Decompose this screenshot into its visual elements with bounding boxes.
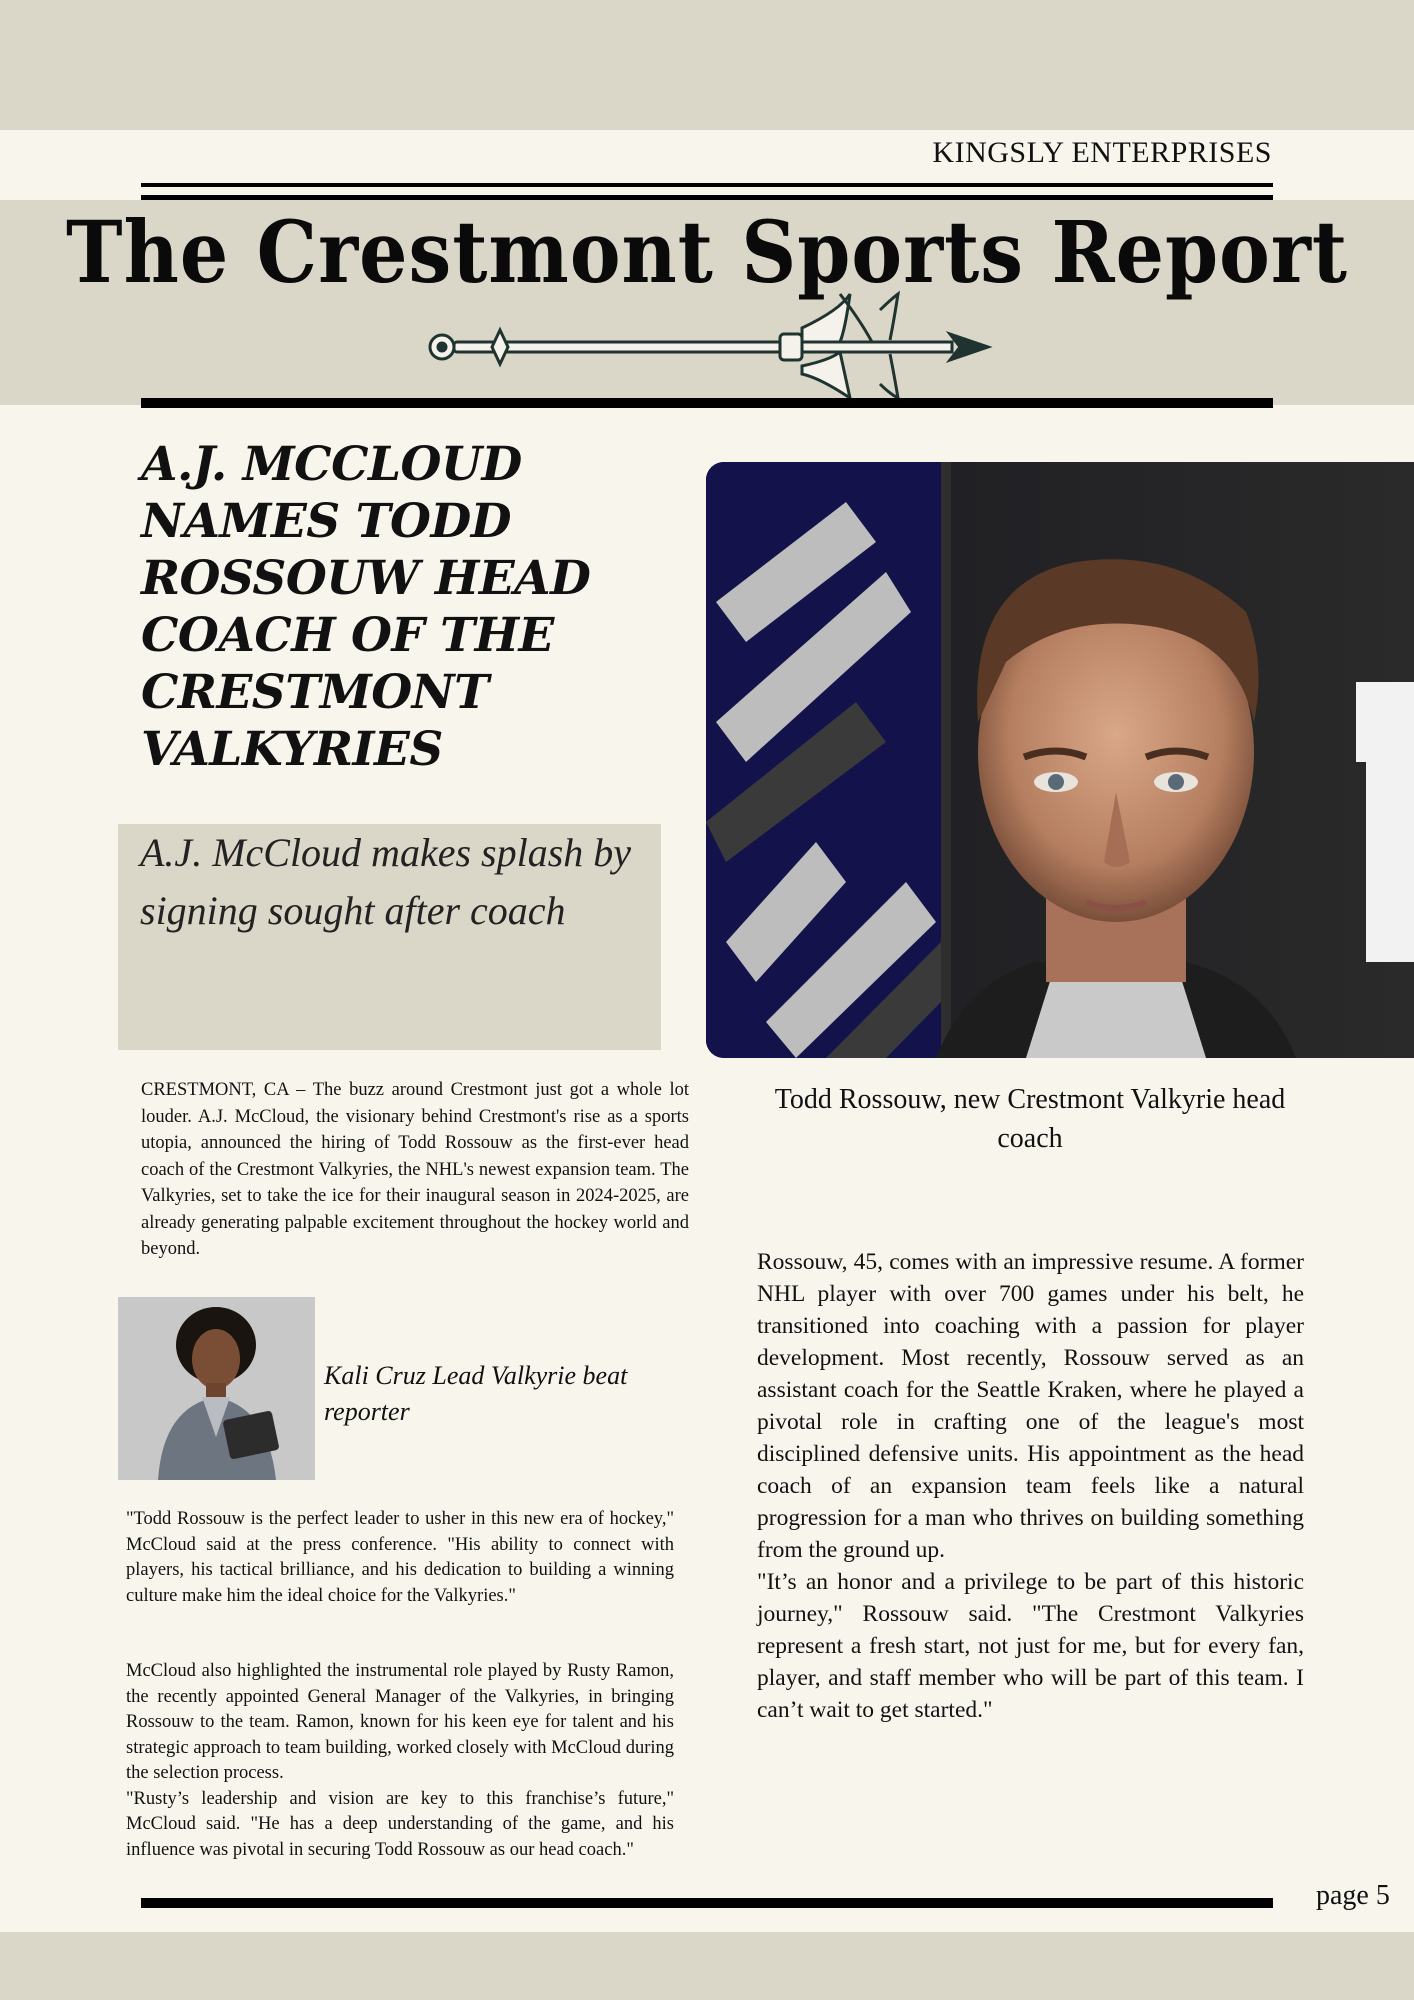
ramon-paragraph-part-2: "Rusty’s leadership and vision are key to this franchise’s future," McCloud said. "He has a deep understanding of the game, and his influence was pivotal in securing Todd Rossouw as our head coach." xyxy=(126,1788,674,1860)
reporter-caption: Kali Cruz Lead Valkyrie beat reporter xyxy=(324,1361,628,1426)
publisher-name: KINGSLY ENTERPRISES xyxy=(932,136,1272,169)
rossouw-resume-paragraph: Rossouw, 45, comes with an impressive resume. A former NHL player with over 700 games under his belt, he transitioned into coaching with a passion for player development. Most recently, Rossouw served as an assistant coach for the Seattle Kraken, where he played a pivotal role in crafting one of the league's most disciplined defensive units. His appointment as the head coach of an expansion team feels like a natural progression for a man who thrives on building something from the ground up. xyxy=(757,1249,1304,1563)
coach-photo xyxy=(706,462,1414,1058)
masthead-rule-thin xyxy=(141,183,1273,187)
footer-rule xyxy=(141,1898,1273,1908)
article-intro-paragraph: CRESTMONT, CA – The buzz around Crestmont just got a whole lot louder. A.J. McCloud, the visionary behind Crestmont's rise as a sports utopia, announced the hiring of Todd Rossouw as the first-ever head coach of the Crestmont Valkyries, the NHL's newest expansion team. The Valkyries, set to take the ice for their inaugural season in 2024-2025, are already generating palpable excitement throughout the hockey world and beyond. xyxy=(141,1080,689,1259)
rossouw-paragraph xyxy=(757,1246,1304,1726)
photo-caption: Todd Rossouw, new Crestmont Valkyrie head coach xyxy=(774,1084,1286,1154)
page-number: page 5 xyxy=(1316,1880,1390,1911)
rossouw-quote-paragraph: "It’s an honor and a privilege to be part of this historic journey," Rossouw said. "The Crestmont Valkyries represent a fresh start, not just for me, but for every fan, player, and staff member who will be part of this team. I can’t wait to get started." xyxy=(757,1569,1304,1723)
trident-icon xyxy=(420,290,1000,400)
article-subhead: A.J. McCloud makes splash by signing sought after coach xyxy=(140,830,632,933)
ramon-paragraph xyxy=(126,1659,674,1863)
ramon-paragraph-part-1: McCloud also highlighted the instrumental role played by Rusty Ramon, the recently appointed General Manager of the Valkyries, in bringing Rossouw to the team. Ramon, known for his keen eye for talent and his strategic approach to team building, worked closely with McCloud during the selection process. xyxy=(126,1661,674,1783)
masthead-title: The Crestmont Sports Report xyxy=(66,202,1348,303)
article-headline: A.J. MCCLOUD NAMES TODD ROSSOUW HEAD COACH OF THE CRESTMONT VALKYRIES xyxy=(141,437,591,777)
mccloud-quote-paragraph: "Todd Rossouw is the perfect leader to usher in this new era of hockey," McCloud said at the press conference. "His ability to connect with players, his tactical brilliance, and his dedication to building a winning culture make him the ideal choice for the Valkyries." xyxy=(126,1509,674,1606)
masthead-rule-bottom xyxy=(141,398,1273,408)
reporter-photo xyxy=(118,1297,315,1480)
